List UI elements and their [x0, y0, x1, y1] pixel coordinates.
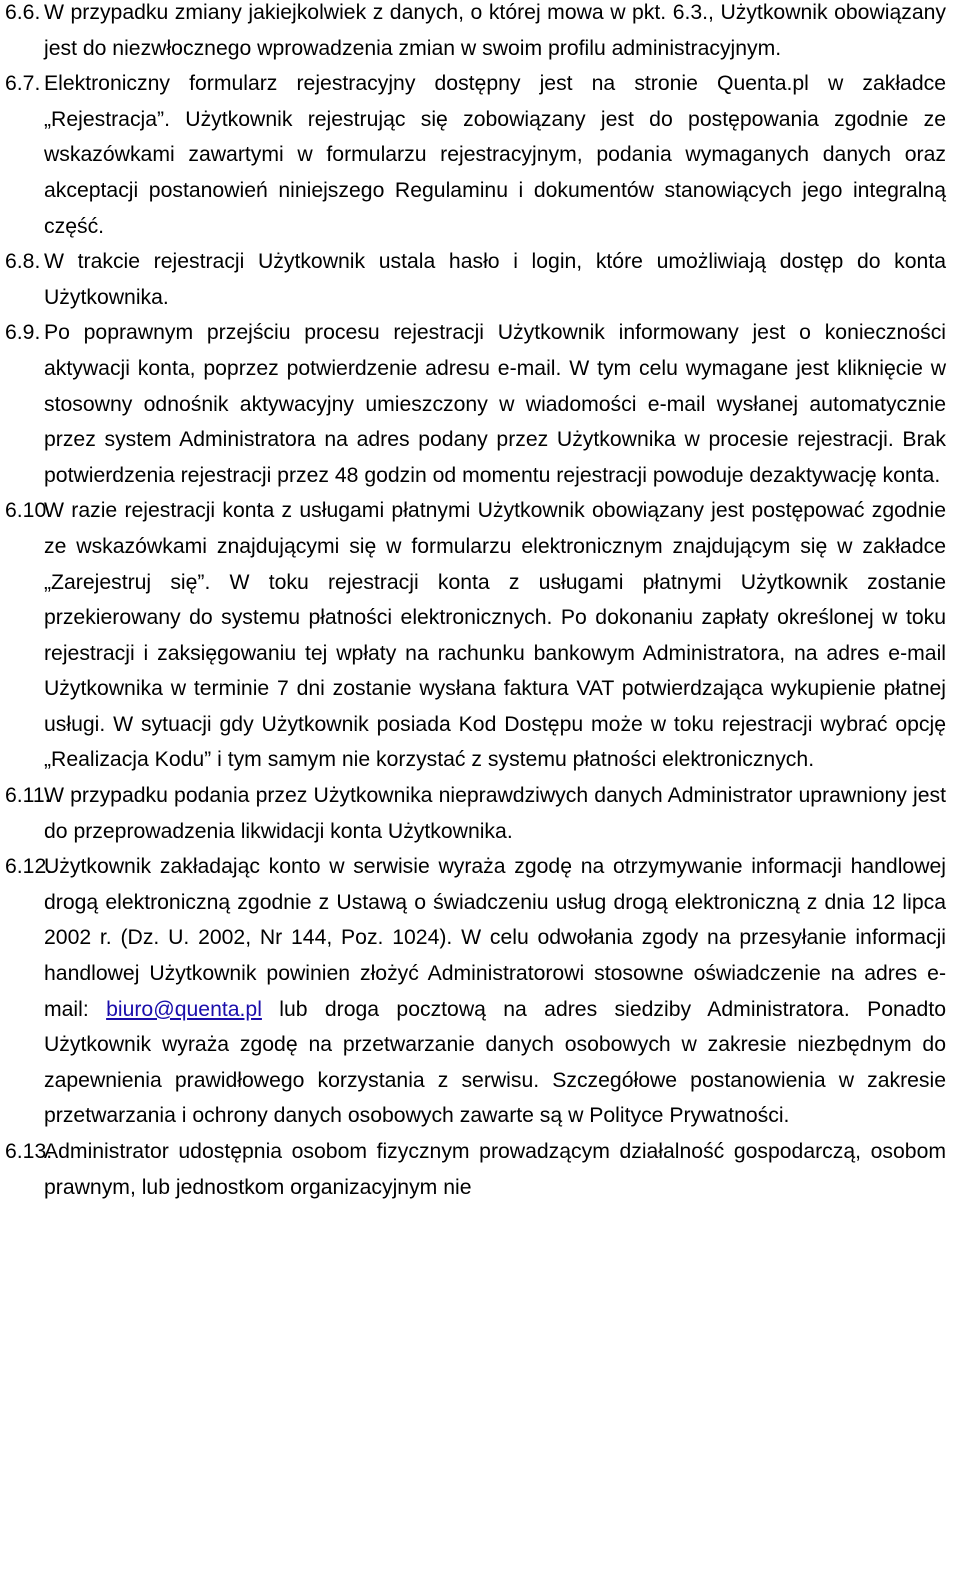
clause-6-13 — [0, 1134, 960, 1205]
clause-6-12 — [0, 849, 960, 1134]
clause-text: Elektroniczny formularz rejestracyjny dostępny jest na stronie Quenta.pl w zakładce „Rejestracja”. Użytkownik rejestrując się zobowiązany jest do postępowania zgodnie ze wskazówkami zawartymi w formularzu rejestracyjnym, podania wymaganych danych oraz akceptacji postanowień niniejszego Regulaminu i dokumentów stanowiących jego integralną część. — [44, 72, 946, 238]
clause-6-9 — [0, 315, 960, 493]
clause-6-11 — [0, 778, 960, 849]
clause-text: Po poprawnym przejściu procesu rejestracji Użytkownik informowany jest o konieczności aktywacji konta, poprzez potwierdzenie adresu e-mail. W tym celu wymagane jest kliknięcie w stosowny odnośnik aktywacyjny umieszczony w wiadomości e-mail wysłanej automatycznie przez system Administratora na adres podany przez Użytkownika w procesie rejestracji. Brak potwierdzenia rejestracji przez 48 godzin od momentu rejestracji powoduje dezaktywację konta. — [44, 321, 946, 487]
clause-number: 6.12. — [5, 855, 53, 879]
clause-text: W razie rejestracji konta z usługami płatnymi Użytkownik obowiązany jest postępować zgodnie ze wskazówkami znajdującymi się w formularzu elektronicznym znajdującym się w zakładce „Zarejestruj się”. W toku rejestracji konta z usługami płatnymi Użytkownik zostanie przekierowany do systemu płatności elektronicznych. Po dokonaniu zapłaty określonej w toku rejestracji i zaksięgowaniu tej wpłaty na rachunku bankowym Administratora, na adres e-mail Użytkownika w terminie 7 dni zostanie wysłana faktura VAT potwierdzająca wykupienie płatnej usługi. W sytuacji gdy Użytkownik posiada Kod Dostępu może w toku rejestracji wybrać opcję „Realizacja Kodu” i tym samym nie korzystać z systemu płatności elektronicznych. — [44, 499, 946, 772]
clause-text-after-link: lub droga pocztową na adres siedziby Administratora. Ponadto Użytkownik wyraża zgodę na przetwarzanie danych osobowych w zakresie niezbędnym do zapewnienia prawidłowego korzystania z serwisu. Szczegółowe postanowienia w zakresie przetwarzania i ochrony danych osobowych zawarte są w Polityce Prywatności. — [44, 997, 947, 1128]
clause-text: W przypadku podania przez Użytkownika nieprawdziwych danych Administrator uprawniony jest do przeprowadzenia likwidacji konta Użytkownika. — [44, 784, 946, 843]
clause-number: 6.9. — [5, 321, 41, 345]
clause-text-before-link: Użytkownik zakładając konto w serwisie wyraża zgodę na otrzymywanie informacji handlowej drogą elektroniczną zgodnie z Ustawą o świadczeniu usług drogą elektroniczną z dnia 12 lipca 2002 r. (Dz. U. 2002, Nr 144, Poz. 1024). W celu odwołania zgody na przesyłanie informacji handlowej Użytkownik powinien złożyć Administratorowi stosowne oświadczenie na adres e-mail: — [44, 855, 946, 1021]
clause-number: 6.10. — [5, 499, 53, 523]
clause-number: 6.8. — [5, 250, 41, 274]
clause-number: 6.6. — [5, 1, 41, 24]
clause-6-10 — [0, 493, 960, 778]
clause-number: 6.7. — [5, 72, 41, 96]
clause-text: Administrator udostępnia osobom fizycznym prowadzącym działalność gospodarczą, osobom prawnym, lub jednostkom organizacyjnym nie — [44, 1140, 946, 1199]
clause-text — [44, 855, 946, 1127]
clause-6-6 — [0, 0, 960, 66]
clause-number: 6.13. — [5, 1140, 53, 1163]
clause-text: W trakcie rejestracji Użytkownik ustala hasło i login, które umożliwiają dostęp do konta Użytkownika. — [44, 250, 946, 309]
clause-6-7 — [0, 66, 960, 244]
clause-text: W przypadku zmiany jakiejkolwiek z danych, o której mowa w pkt. 6.3., Użytkownik obowiązany jest do niezwłocznego wprowadzenia zmian w swoim profilu administracyjnym. — [44, 1, 946, 60]
clause-6-8 — [0, 244, 960, 315]
clause-number: 6.11. — [5, 784, 51, 808]
email-link[interactable]: biuro@quenta.pl — [106, 997, 262, 1021]
